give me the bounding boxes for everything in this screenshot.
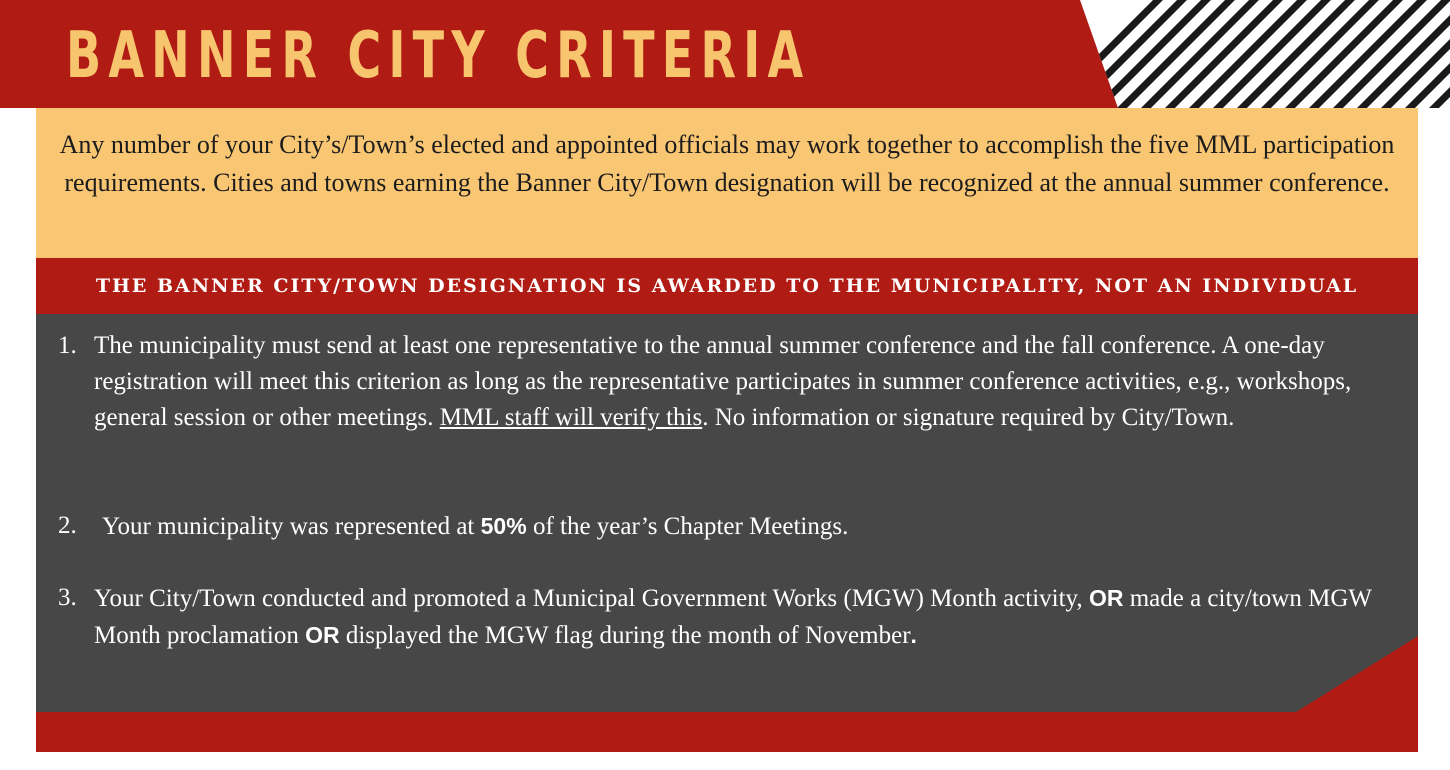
criterion-number: 3. (58, 584, 77, 611)
bold-percentage: 50% (480, 513, 527, 539)
criterion-number: 2. (58, 512, 77, 539)
criterion-text-part: displayed the MGW flag during the month of November (339, 622, 911, 649)
page-title: BANNER CITY CRITERIA (66, 19, 811, 93)
intro-text: Any number of your City’s/Town’s elected and appointed officials may work together to accomplish the five MML participation requirements. Cities and towns earning the Banner City/Town designation will be recognized at the annual summer conference. (59, 130, 1395, 197)
red-footer-bar (36, 712, 1418, 752)
criterion-text (94, 328, 1384, 436)
criteria-panel (36, 314, 1418, 752)
criterion-text-part: Your City/Town conducted and promoted a Municipal Government Works (MGW) Month activity, (94, 585, 1089, 612)
criterion-text-part: The municipality must send at least one representative to the annual summer conference and the fall conference. A one-day registration will meet this criterion as long as the representative participates in summer conference activities, e.g., workshops, general session or other meetings. (94, 332, 1352, 431)
criterion-text (102, 508, 1392, 545)
bold-or: OR (1088, 585, 1124, 611)
bold-or: OR (305, 622, 340, 648)
intro-box (36, 108, 1418, 258)
designation-subheading (36, 258, 1418, 314)
criterion-number: 1. (58, 332, 77, 359)
staff-verify-note: MML staff will verify this (439, 404, 703, 431)
criterion-text-part: made a city/town MGW Month proclamation (94, 585, 1372, 649)
criterion-text-part: Your municipality was represented at (102, 513, 481, 540)
criterion-text (94, 580, 1384, 654)
criterion-text-part: . No information or signature required by City/Town. (702, 404, 1235, 431)
bold-period: . (910, 622, 917, 648)
subheading-text: THE BANNER CITY/TOWN DESIGNATION IS AWARDED TO THE MUNICIPALITY, NOT AN INDIVIDUAL (95, 275, 1359, 297)
criterion-text-part: of the year’s Chapter Meetings. (526, 513, 849, 540)
title-banner (0, 0, 1450, 108)
